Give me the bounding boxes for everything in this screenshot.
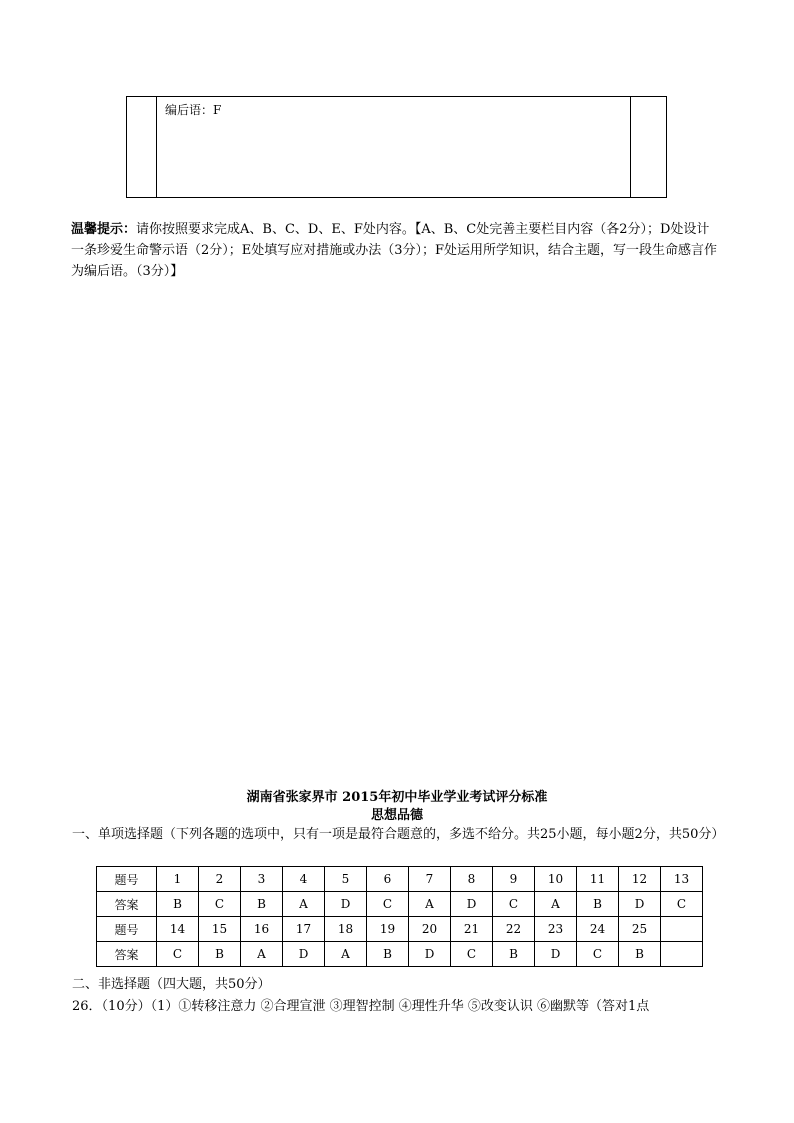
warm-tip-heading: 温馨提示： [71,222,137,237]
table-cell: 6 [367,867,409,892]
table-row [97,942,703,967]
row-header-cell: 题号 [97,867,157,892]
editor-note-box [126,96,667,198]
table-cell: A [535,892,577,917]
table-cell: 4 [283,867,325,892]
table-cell: D [535,942,577,967]
editor-note-label: 编后语：F [165,103,222,117]
table-cell: 8 [451,867,493,892]
table-cell: C [493,892,535,917]
table-cell: 14 [157,917,199,942]
table-cell: 5 [325,867,367,892]
table-cell: 10 [535,867,577,892]
table-cell: 15 [199,917,241,942]
table-cell [661,942,703,967]
table-cell: 24 [577,917,619,942]
table-cell: A [241,942,283,967]
section-two-heading: 二、非选择题（四大题，共50分） [72,977,271,992]
table-cell: 16 [241,917,283,942]
table-cell: D [619,892,661,917]
table-cell: C [367,892,409,917]
row-header-cell: 答案 [97,942,157,967]
row-header-cell: 题号 [97,917,157,942]
doc-subject: 思想品德 [370,808,423,823]
table-cell: B [577,892,619,917]
table-cell: C [157,942,199,967]
table-cell: 7 [409,867,451,892]
table-cell: C [577,942,619,967]
table-cell: B [241,892,283,917]
table-cell: 21 [451,917,493,942]
table-cell: A [283,892,325,917]
box-left-divider [156,97,157,197]
table-cell: D [283,942,325,967]
table-row [97,917,703,942]
table-cell: 1 [157,867,199,892]
table-cell: D [409,942,451,967]
question-26-answer: 26．（10分）（1）①转移注意力 ②合理宣泄 ③理智控制 ④理性升华 ⑤改变认识 ⑥幽默等（答对1点 [72,999,650,1014]
table-cell: 11 [577,867,619,892]
table-cell: A [409,892,451,917]
table-cell: 13 [661,867,703,892]
row-header-cell: 答案 [97,892,157,917]
table-cell: 12 [619,867,661,892]
table-row [97,892,703,917]
table-cell: 25 [619,917,661,942]
table-cell: 9 [493,867,535,892]
table-cell [661,917,703,942]
table-row [97,867,703,892]
doc-title: 湖南省张家界市 2015年初中毕业学业考试评分标准 [246,790,548,805]
table-cell: B [199,942,241,967]
table-cell: 19 [367,917,409,942]
table-cell: A [325,942,367,967]
table-cell: 20 [409,917,451,942]
table-cell: 2 [199,867,241,892]
table-cell: B [367,942,409,967]
table-cell: 18 [325,917,367,942]
table-cell: 23 [535,917,577,942]
table-cell: 3 [241,867,283,892]
warm-tip [71,219,721,282]
table-cell: C [661,892,703,917]
table-cell: B [157,892,199,917]
table-cell: C [451,942,493,967]
table-cell: B [493,942,535,967]
table-cell: D [451,892,493,917]
answer-table [96,866,703,967]
table-cell: 17 [283,917,325,942]
warm-tip-text: 请你按照要求完成A、B、C、D、E、F处内容。【A、B、C处完善主要栏目内容（各2分）；D处设计一条珍爱生命警示语（2分）；E处填写应对措施或办法（3分）；F处运用所学知识，结合主题，写一段生命感言作为编后语。（3分）】 [71,222,718,279]
table-cell: C [199,892,241,917]
table-cell: B [619,942,661,967]
section-one-heading: 一、单项选择题（下列各题的选项中，只有一项是最符合题意的，多选不给分。共25小题，每小题2分，共50分） [72,827,725,842]
table-cell: 22 [493,917,535,942]
box-right-divider [630,97,631,197]
table-cell: D [325,892,367,917]
